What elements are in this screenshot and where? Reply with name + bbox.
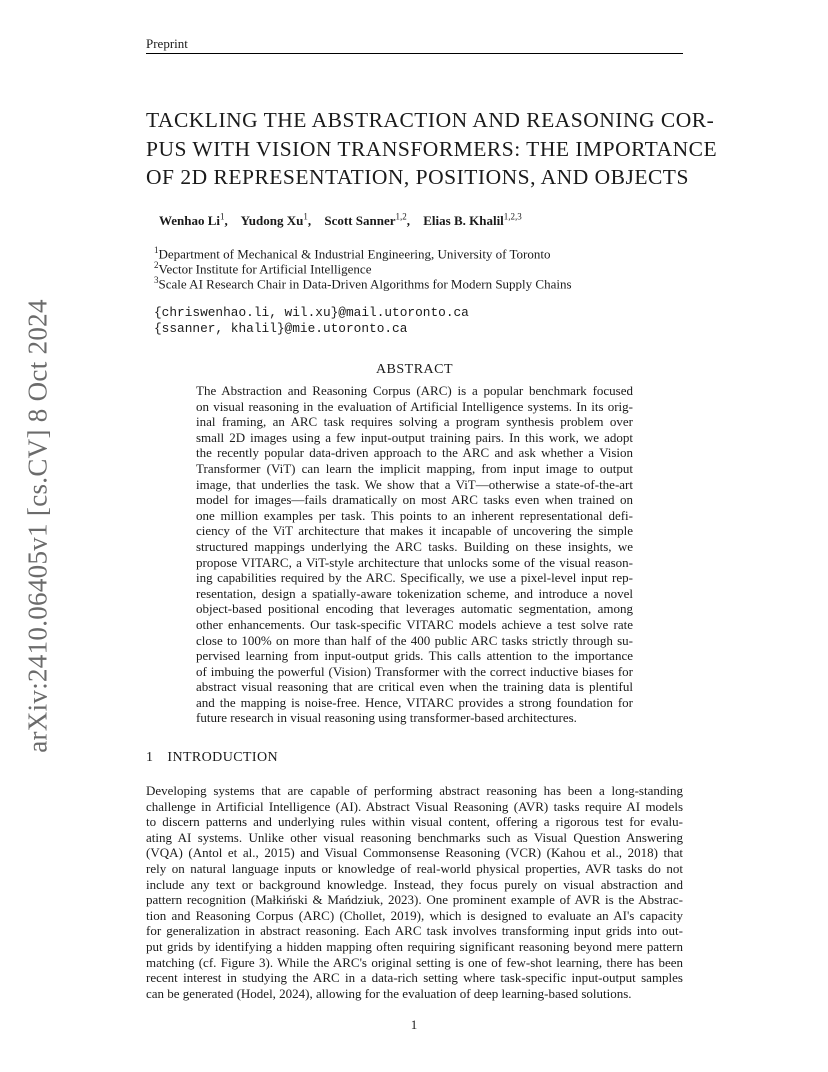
abstract-line: one million examples per task. This points to an inherent representational defi-: [196, 507, 633, 523]
paper-title: [146, 106, 718, 192]
abstract-line: Transformer (ViT) can learn the implicit mapping, from input image to output: [196, 460, 633, 476]
author: Yudong Xu$^1$,: [240, 212, 312, 229]
intro-line: challenge in Artificial Intelligence (AI). Abstract Visual Reasoning (AVR) tasks require AI models: [146, 798, 683, 814]
abstract-line: close to 100% on more than half of the 400 public ARC tasks strictly through su-: [196, 632, 633, 648]
abstract-heading: ABSTRACT: [375, 362, 454, 377]
author: Scott Sanner$^{1,2}$,: [324, 212, 410, 229]
title-line: OF 2D REPRESENTATION, POSITIONS, AND OBJECTS: [146, 165, 689, 189]
abstract-line: ciency of the ViT architecture that makes it incapable of uncovering the simple: [196, 523, 633, 539]
abstract-line: image, that underlies the task. We show that a ViT—otherwise a state-of-the-art: [196, 476, 633, 492]
abstract-line: resentation, design a spatially-aware tokenization scheme, and introduce a novel: [196, 585, 633, 601]
affiliation: $^3$Scale AI Research Chair in Data-Driven Algorithms for Modern Supply Chains: [154, 275, 572, 292]
author: Wenhao Li$^1$,: [159, 212, 228, 229]
abstract-line: future research in visual reasoning using transformer-based architectures.: [196, 710, 577, 726]
abstract-line: object-based positional encoding that leverages automatic segmentation, among: [196, 601, 633, 617]
affiliation: $^1$Department of Mechanical & Industrial Engineering, University of Toronto: [154, 245, 551, 262]
title-line: PUS WITH VISION TRANSFORMERS: THE IMPORTANCE: [146, 136, 718, 161]
intro-line: tion and Reasoning Corpus (ARC) (Chollet, 2019), which is designed to evaluate an AI's capacity: [146, 907, 683, 923]
section-title: INTRODUCTION: [167, 750, 278, 765]
abstract-line: model for images—fails dramatically on most ARC tasks even when trained on: [196, 492, 633, 508]
section-number: 1: [146, 750, 154, 765]
intro-line: Developing systems that are capable of performing abstract reasoning has been a long-standing: [146, 783, 683, 798]
author: Elias B. Khalil$^{1,2,3}$: [423, 212, 522, 229]
abstract-line: of imbuing the powerful (Vision) Transformer with the correct inductive biases for: [196, 663, 633, 679]
abstract-line: ing capabilities required by the ARC. Specifically, we use a pixel-level input rep-: [196, 570, 633, 586]
abstract-line: on visual reasoning in the evaluation of Artificial Intelligence systems. In its orig-: [196, 398, 633, 414]
abstract-line: propose VITARC, a ViT-style architecture that unlocks some of the visual reason-: [196, 554, 633, 570]
introduction-body: [146, 783, 683, 1001]
intro-line: to discern patterns and underlying rules within visual content, offering a rigorous test for evalu-: [146, 814, 683, 830]
header-rule: [146, 53, 683, 54]
intro-line: put grids by identifying a hidden mapping often requiring significant reasoning beyond mere pattern: [146, 938, 683, 954]
intro-line: for generalization in abstract reasoning. Each ARC task involves transforming input grids into out-: [146, 923, 683, 939]
abstract-line: the recently popular data-driven approach to the ARC and ask whether a Vision: [196, 445, 633, 461]
abstract-line: and the mapping is noise-free. Hence, VITARC provides a strong foundation for: [196, 694, 633, 710]
intro-line: recent interest in studying the ARC in a data-rich setting where task-specific input-output samples: [146, 970, 683, 986]
intro-line: (VQA) (Antol et al., 2015) and Visual Commonsense Reasoning (VCR) (Kahou et al., 2018) that: [146, 845, 683, 861]
email-block: [154, 305, 469, 336]
abstract-body: [196, 383, 633, 726]
abstract-line: The Abstraction and Reasoning Corpus (ARC) is a popular benchmark focused: [196, 383, 633, 398]
abstract-line: pervised learning from input-output grids. This calls attention to the importance: [196, 648, 633, 664]
intro-line: can be generated (Hodel, 2024), allowing for the evaluation of deep learning-based solutions.: [146, 985, 632, 1001]
email-line: {chriswenhao.li, wil.xu}@mail.utoronto.ca: [154, 305, 469, 320]
abstract-line: inal framing, an ARC task requires solving a program synthesis problem over: [196, 414, 633, 430]
intro-line: pattern recognition (Małkiński & Mańdziuk, 2023). One prominent example of AVR is the Abstrac-: [146, 892, 683, 908]
abstract-line: abstract visual reasoning that are critical even when the training data is plentiful: [196, 679, 633, 695]
section-heading: [146, 750, 278, 766]
author-list: [159, 212, 532, 229]
running-header: Preprint: [146, 36, 188, 51]
arxiv-stamp-text: arXiv:2410.06405v1 [cs.CV] 8 Oct 2024: [22, 299, 53, 753]
intro-line: ating AI systems. Unlike other visual reasoning benchmarks such as Visual Question Answering: [146, 829, 683, 845]
abstract-line: small 2D images using a few input-output training pairs. In this work, we adopt: [196, 429, 633, 445]
arxiv-stamp: [18, 296, 58, 756]
intro-line: matching (cf. Figure 3). While the ARC's original setting is one of few-shot learning, there has been: [146, 954, 683, 970]
intro-line: rely on natural language inputs or knowledge of real-world physical properties, AVR tasks do not: [146, 860, 683, 876]
abstract-line: structured mappings underlying the ARC tasks. Building on these insights, we: [196, 538, 633, 554]
email-line: {ssanner, khalil}@mie.utoronto.ca: [154, 320, 408, 336]
title-line: TACKLING THE ABSTRACTION AND REASONING COR-: [146, 108, 715, 132]
page-number: 1: [410, 1017, 418, 1032]
abstract-line: other enhancements. Our task-specific VITARC models achieve a test solve rate: [196, 616, 633, 632]
affiliation: $^2$Vector Institute for Artificial Intelligence: [154, 260, 372, 277]
intro-line: include any text or background knowledge. Instead, they focus purely on visual abstraction and: [146, 876, 683, 892]
